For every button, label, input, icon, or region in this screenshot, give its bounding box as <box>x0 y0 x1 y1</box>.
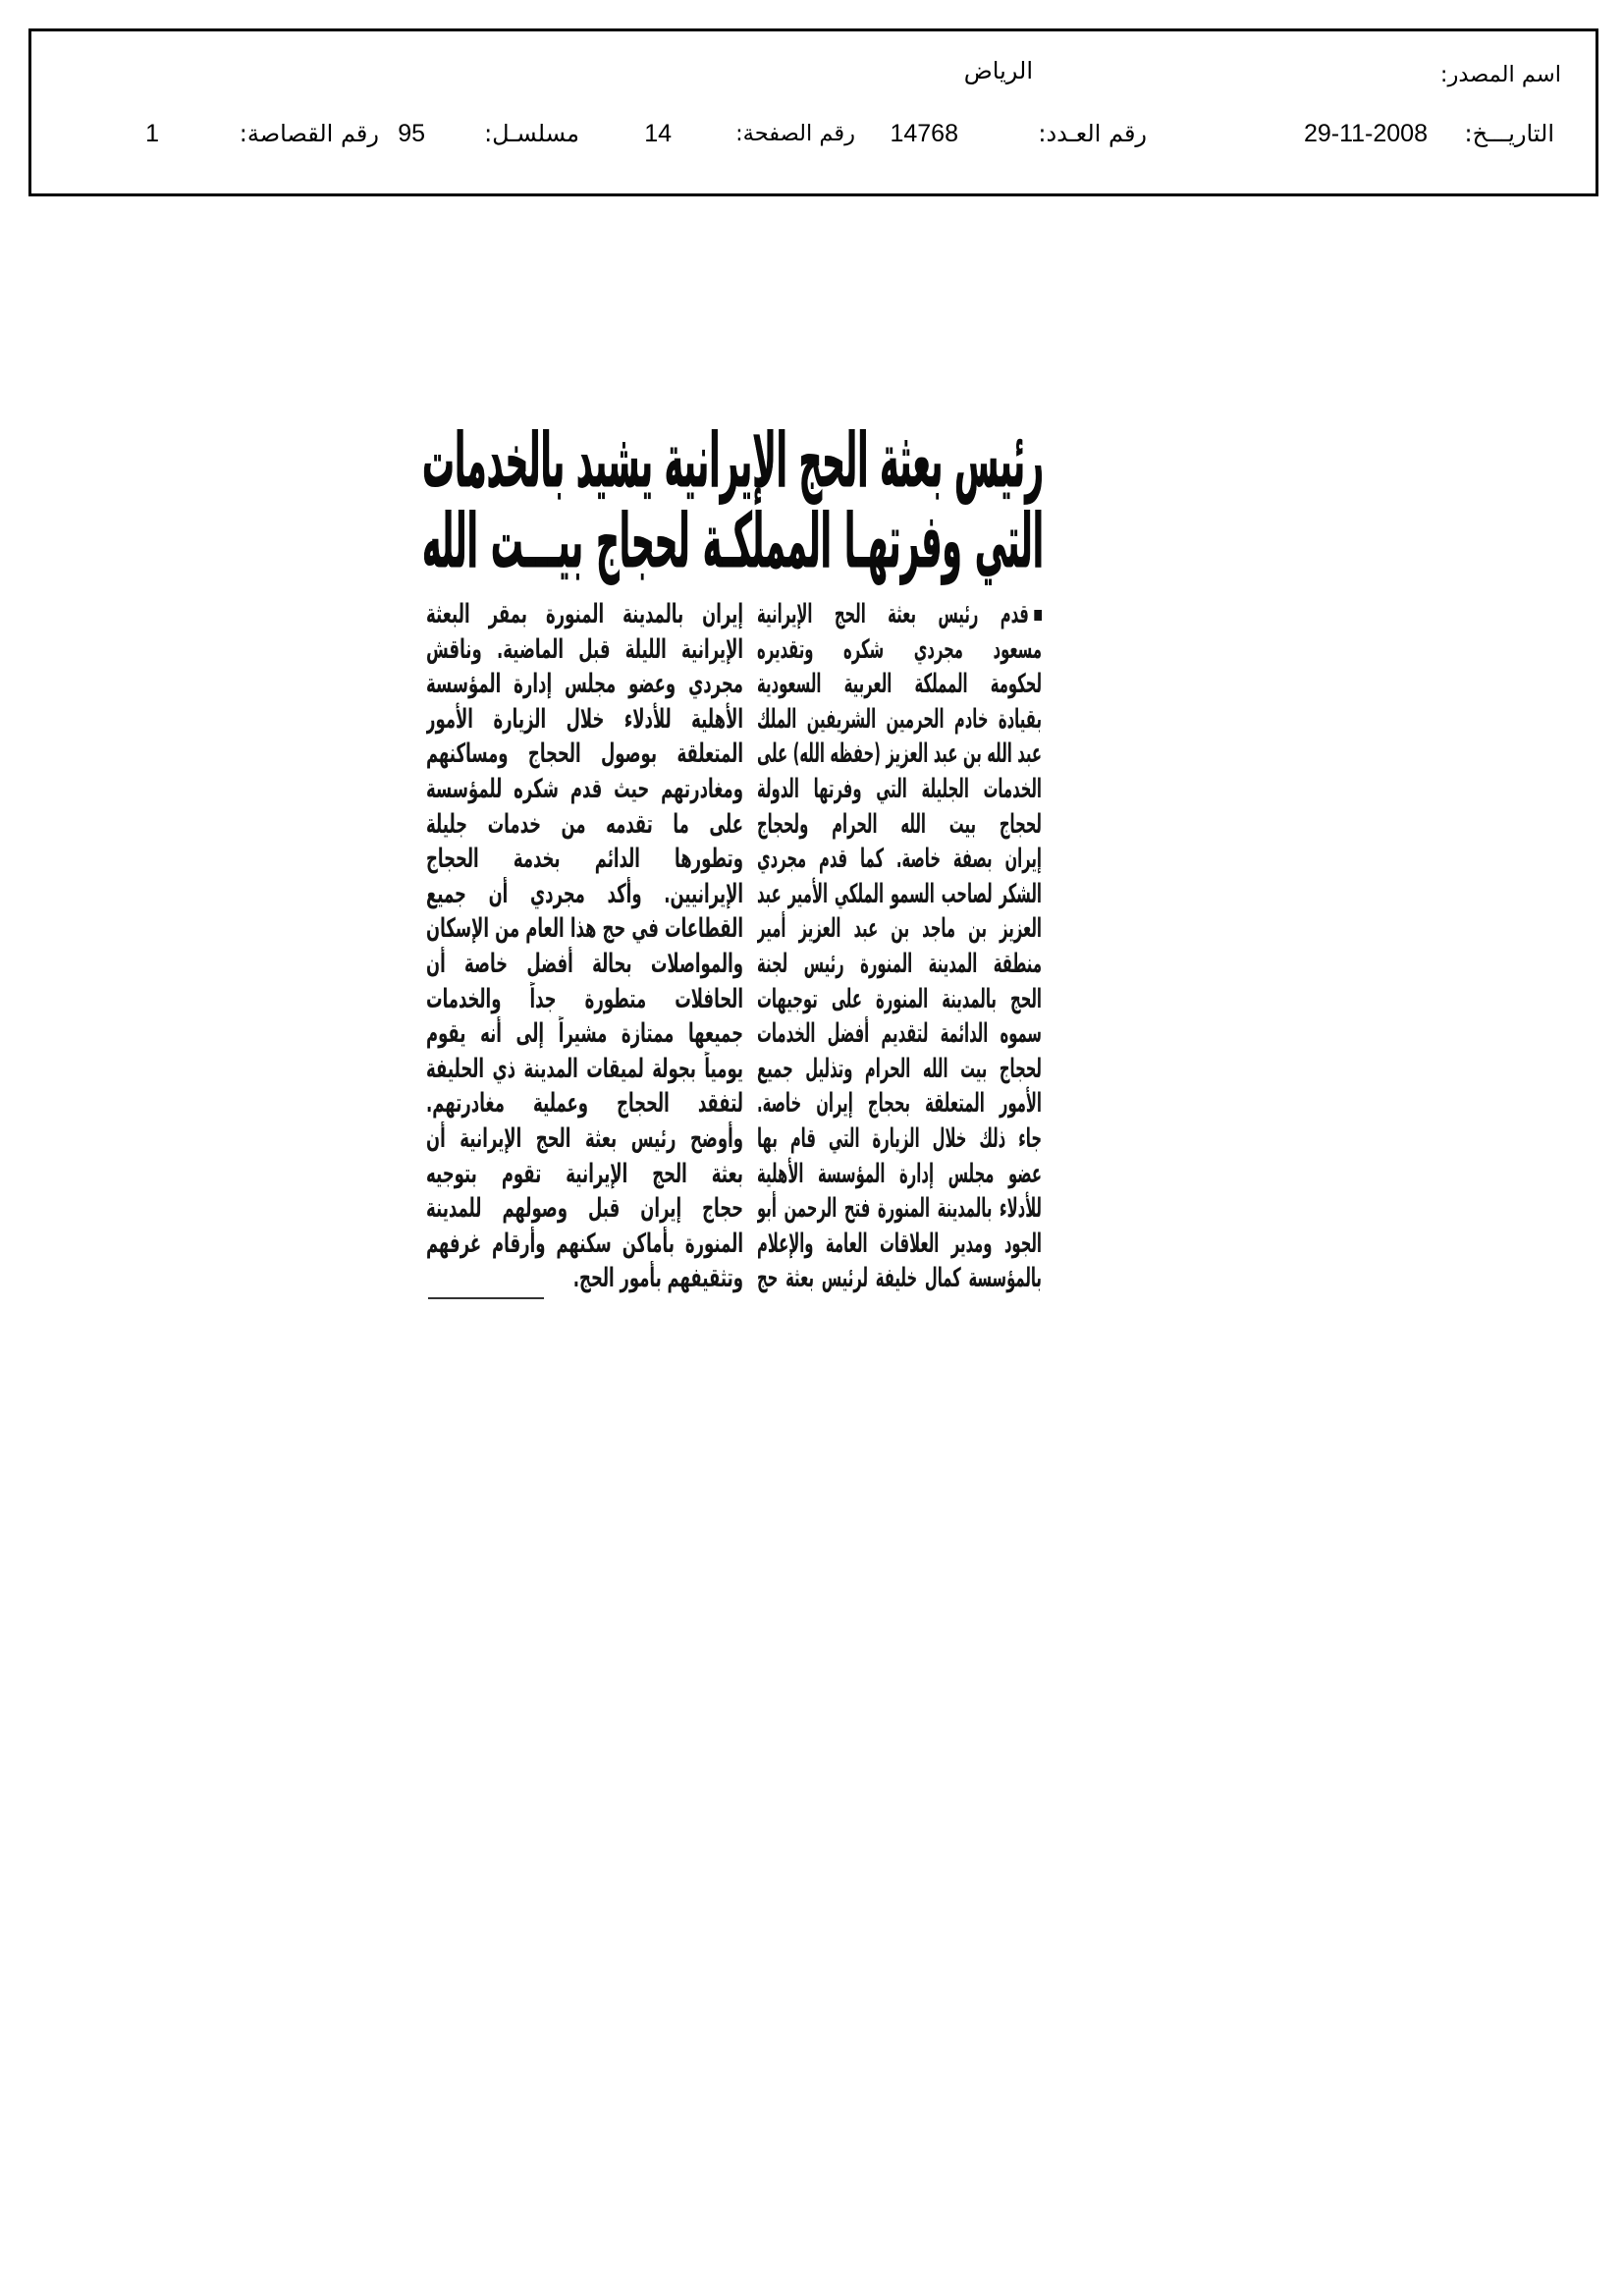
left-column-line-text: المنورة بأماكن سكنهم وأرقام غرفهم <box>426 1228 743 1259</box>
right-column-line-text: الحج بالمدينة المنورة على توجيهات <box>757 983 1042 1014</box>
left-column-line-text: الأهلية للأدلاء خلال الزيارة الأمور <box>426 703 743 735</box>
right-column-line-text: عبد الله بن عبد العزيز (حفظه الله) على <box>757 738 1042 770</box>
right-column-line <box>757 807 1042 843</box>
right-column-line <box>757 1052 1042 1087</box>
right-column-line-text: لحكومة المملكة العربية السعودية <box>757 669 1042 700</box>
left-column-line <box>426 1191 743 1227</box>
headline-lines <box>422 416 1044 584</box>
left-column-line-text: القطاعات في حج هذا العام من الإسكان <box>426 913 743 945</box>
right-column-line <box>757 597 1042 632</box>
source-label: اسم المصدر: <box>1439 62 1561 87</box>
left-column-line-text: الإيرانيين. وأكد مجردي أن جميع <box>426 878 743 909</box>
left-column-line <box>426 807 743 843</box>
date-label: التاريـــخ: <box>1464 120 1554 147</box>
headline-line <box>422 497 1044 584</box>
source-value: الرياض <box>963 57 1033 84</box>
serial-label: مسلسـل: <box>484 120 579 147</box>
headline-line-text: رئيس بعثة الحج الإيرانية يشيد بالخدمات <box>422 416 1044 504</box>
headline-line <box>422 416 1044 504</box>
left-column-line-text: على ما تقدمه من خدمات جليلة <box>426 808 743 840</box>
right-column-line-text: الشكر لصاحب السمو الملكي الأمير عبد <box>757 878 1042 909</box>
left-column-line <box>426 1052 743 1087</box>
article-column-right-lines <box>757 597 1042 1296</box>
right-column-line-text: الأمور المتعلقة بحجاج إيران خاصة. <box>757 1088 1042 1120</box>
right-column-line <box>757 1016 1042 1052</box>
left-column-line-text: وتطورها الدائم بخدمة الحجاج <box>426 844 743 875</box>
right-column-line <box>757 947 1042 982</box>
right-column-line-text: عضو مجلس إدارة المؤسسة الأهلية <box>757 1158 1042 1189</box>
clipping-number-label: رقم القصاصة: <box>240 120 379 147</box>
article-end-rule <box>428 1297 544 1299</box>
left-column-line-text: الحافلات متطورة جداً والخدمات <box>426 983 743 1014</box>
right-column-line <box>757 1086 1042 1121</box>
left-column-line-text: الإيرانية الليلة قبل الماضية. وناقش <box>426 633 743 665</box>
right-column-line-text: الخدمات الجليلة التي وفرتها الدولة <box>757 773 1042 804</box>
article-column-left <box>426 597 743 1296</box>
left-column-line-text: وأوضح رئيس بعثة الحج الإيرانية أن <box>426 1122 743 1154</box>
left-column-line <box>426 842 743 877</box>
right-column-line <box>757 737 1042 772</box>
right-column-line-text: العزيز بن ماجد بن عبد العزيز أمير <box>757 913 1042 945</box>
right-column-line-text: سموه الدائمة لتقديم أفضل الخدمات <box>757 1018 1042 1050</box>
page-number-value: 14 <box>644 120 672 147</box>
right-column-line <box>757 982 1042 1017</box>
left-column-line <box>426 877 743 912</box>
article-column-left-lines <box>426 597 743 1296</box>
article-column-right <box>757 597 1042 1296</box>
right-column-line <box>757 702 1042 738</box>
right-column-line-text: قدم رئيس بعثة الحج الإيرانية <box>757 599 1029 629</box>
left-column-line <box>426 1261 743 1296</box>
left-column-line-text: جميعها ممتازة مشيراً إلى أنه يقوم <box>426 1018 743 1050</box>
right-column-line <box>757 772 1042 807</box>
left-column-line <box>426 772 743 807</box>
right-column-line-text: إيران بصفة خاصة. كما قدم مجردي <box>757 844 1042 875</box>
right-column-line <box>757 842 1042 877</box>
left-column-line-text: والمواصلات بحالة أفضل خاصة أن <box>426 948 743 979</box>
left-column-line <box>426 702 743 738</box>
left-column-line <box>426 667 743 702</box>
left-column-line <box>426 1157 743 1192</box>
right-column-line-text: لحجاج بيت الله الحرام ولحجاج <box>757 808 1042 840</box>
left-column-line-text: المتعلقة بوصول الحجاج ومساكنهم <box>426 738 743 770</box>
left-column-line <box>426 1086 743 1121</box>
serial-value: 95 <box>398 120 425 147</box>
right-column-line-text: لحجاج بيت الله الحرام وتذليل جميع <box>757 1053 1042 1084</box>
right-column-line-text: بقيادة خادم الحرمين الشريفين الملك <box>757 703 1042 735</box>
right-column-line-text: منطقة المدينة المنورة رئيس لجنة <box>757 948 1042 979</box>
left-column-line <box>426 911 743 947</box>
right-column-line <box>757 1227 1042 1262</box>
left-column-line <box>426 1016 743 1052</box>
issue-number-label: رقم العـدد: <box>1038 120 1147 147</box>
left-column-line-text: حجاج إيران قبل وصولهم للمدينة <box>426 1193 743 1225</box>
lead-bullet-icon <box>1034 610 1042 621</box>
left-column-line-text: يومياً بجولة لميقات المدينة ذي الحليفة <box>426 1053 743 1084</box>
left-column-line <box>426 947 743 982</box>
left-column-line <box>426 1227 743 1262</box>
right-column-line <box>757 1261 1042 1296</box>
right-column-line-text: جاء ذلك خلال الزيارة التي قام بها <box>757 1122 1042 1154</box>
right-column-line <box>757 1121 1042 1157</box>
left-column-line-text: إيران بالمدينة المنورة بمقر البعثة <box>426 599 743 629</box>
left-column-line <box>426 737 743 772</box>
left-column-line-text: وتثقيفهم بأمور الحج. <box>572 1263 743 1294</box>
headline-line-text: التي وفرتهـا المملكـة لحجاج بيـــت الله <box>422 497 1044 584</box>
right-column-line <box>757 911 1042 947</box>
left-column-line-text: مجردي وعضو مجلس إدارة المؤسسة <box>426 669 743 700</box>
clipping-number-value: 1 <box>145 120 159 147</box>
left-column-line <box>426 597 743 632</box>
right-column-line <box>757 1157 1042 1192</box>
left-column-line-text: بعثة الحج الإيرانية تقوم بتوجيه <box>426 1158 743 1189</box>
left-column-line <box>426 1121 743 1157</box>
right-column-line <box>757 667 1042 702</box>
right-column-line-text: مسعود مجردي شكره وتقديره <box>757 633 1042 665</box>
right-column-line-text: بالمؤسسة كمال خليفة لرئيس بعثة حج <box>757 1263 1042 1294</box>
issue-number-value: 14768 <box>890 120 958 147</box>
right-column-line <box>757 877 1042 912</box>
headline <box>422 416 1044 584</box>
clipping-info-box <box>28 28 1598 196</box>
right-column-line-text: للأدلاء بالمدينة المنورة فتح الرحمن أبو <box>757 1193 1042 1225</box>
right-column-line <box>757 1191 1042 1227</box>
left-column-line-text: لتفقد الحجاج وعملية مغادرتهم. <box>426 1088 743 1120</box>
date-value: 29-11-2008 <box>1303 120 1428 147</box>
left-column-line <box>426 632 743 668</box>
left-column-line <box>426 982 743 1017</box>
right-column-line <box>757 632 1042 668</box>
right-column-line-text: الجود ومدير العلاقات العامة والإعلام <box>757 1228 1042 1259</box>
page-number-label: رقم الصفحة: <box>735 121 855 146</box>
left-column-line-text: ومغادرتهم حيث قدم شكره للمؤسسة <box>426 773 743 804</box>
